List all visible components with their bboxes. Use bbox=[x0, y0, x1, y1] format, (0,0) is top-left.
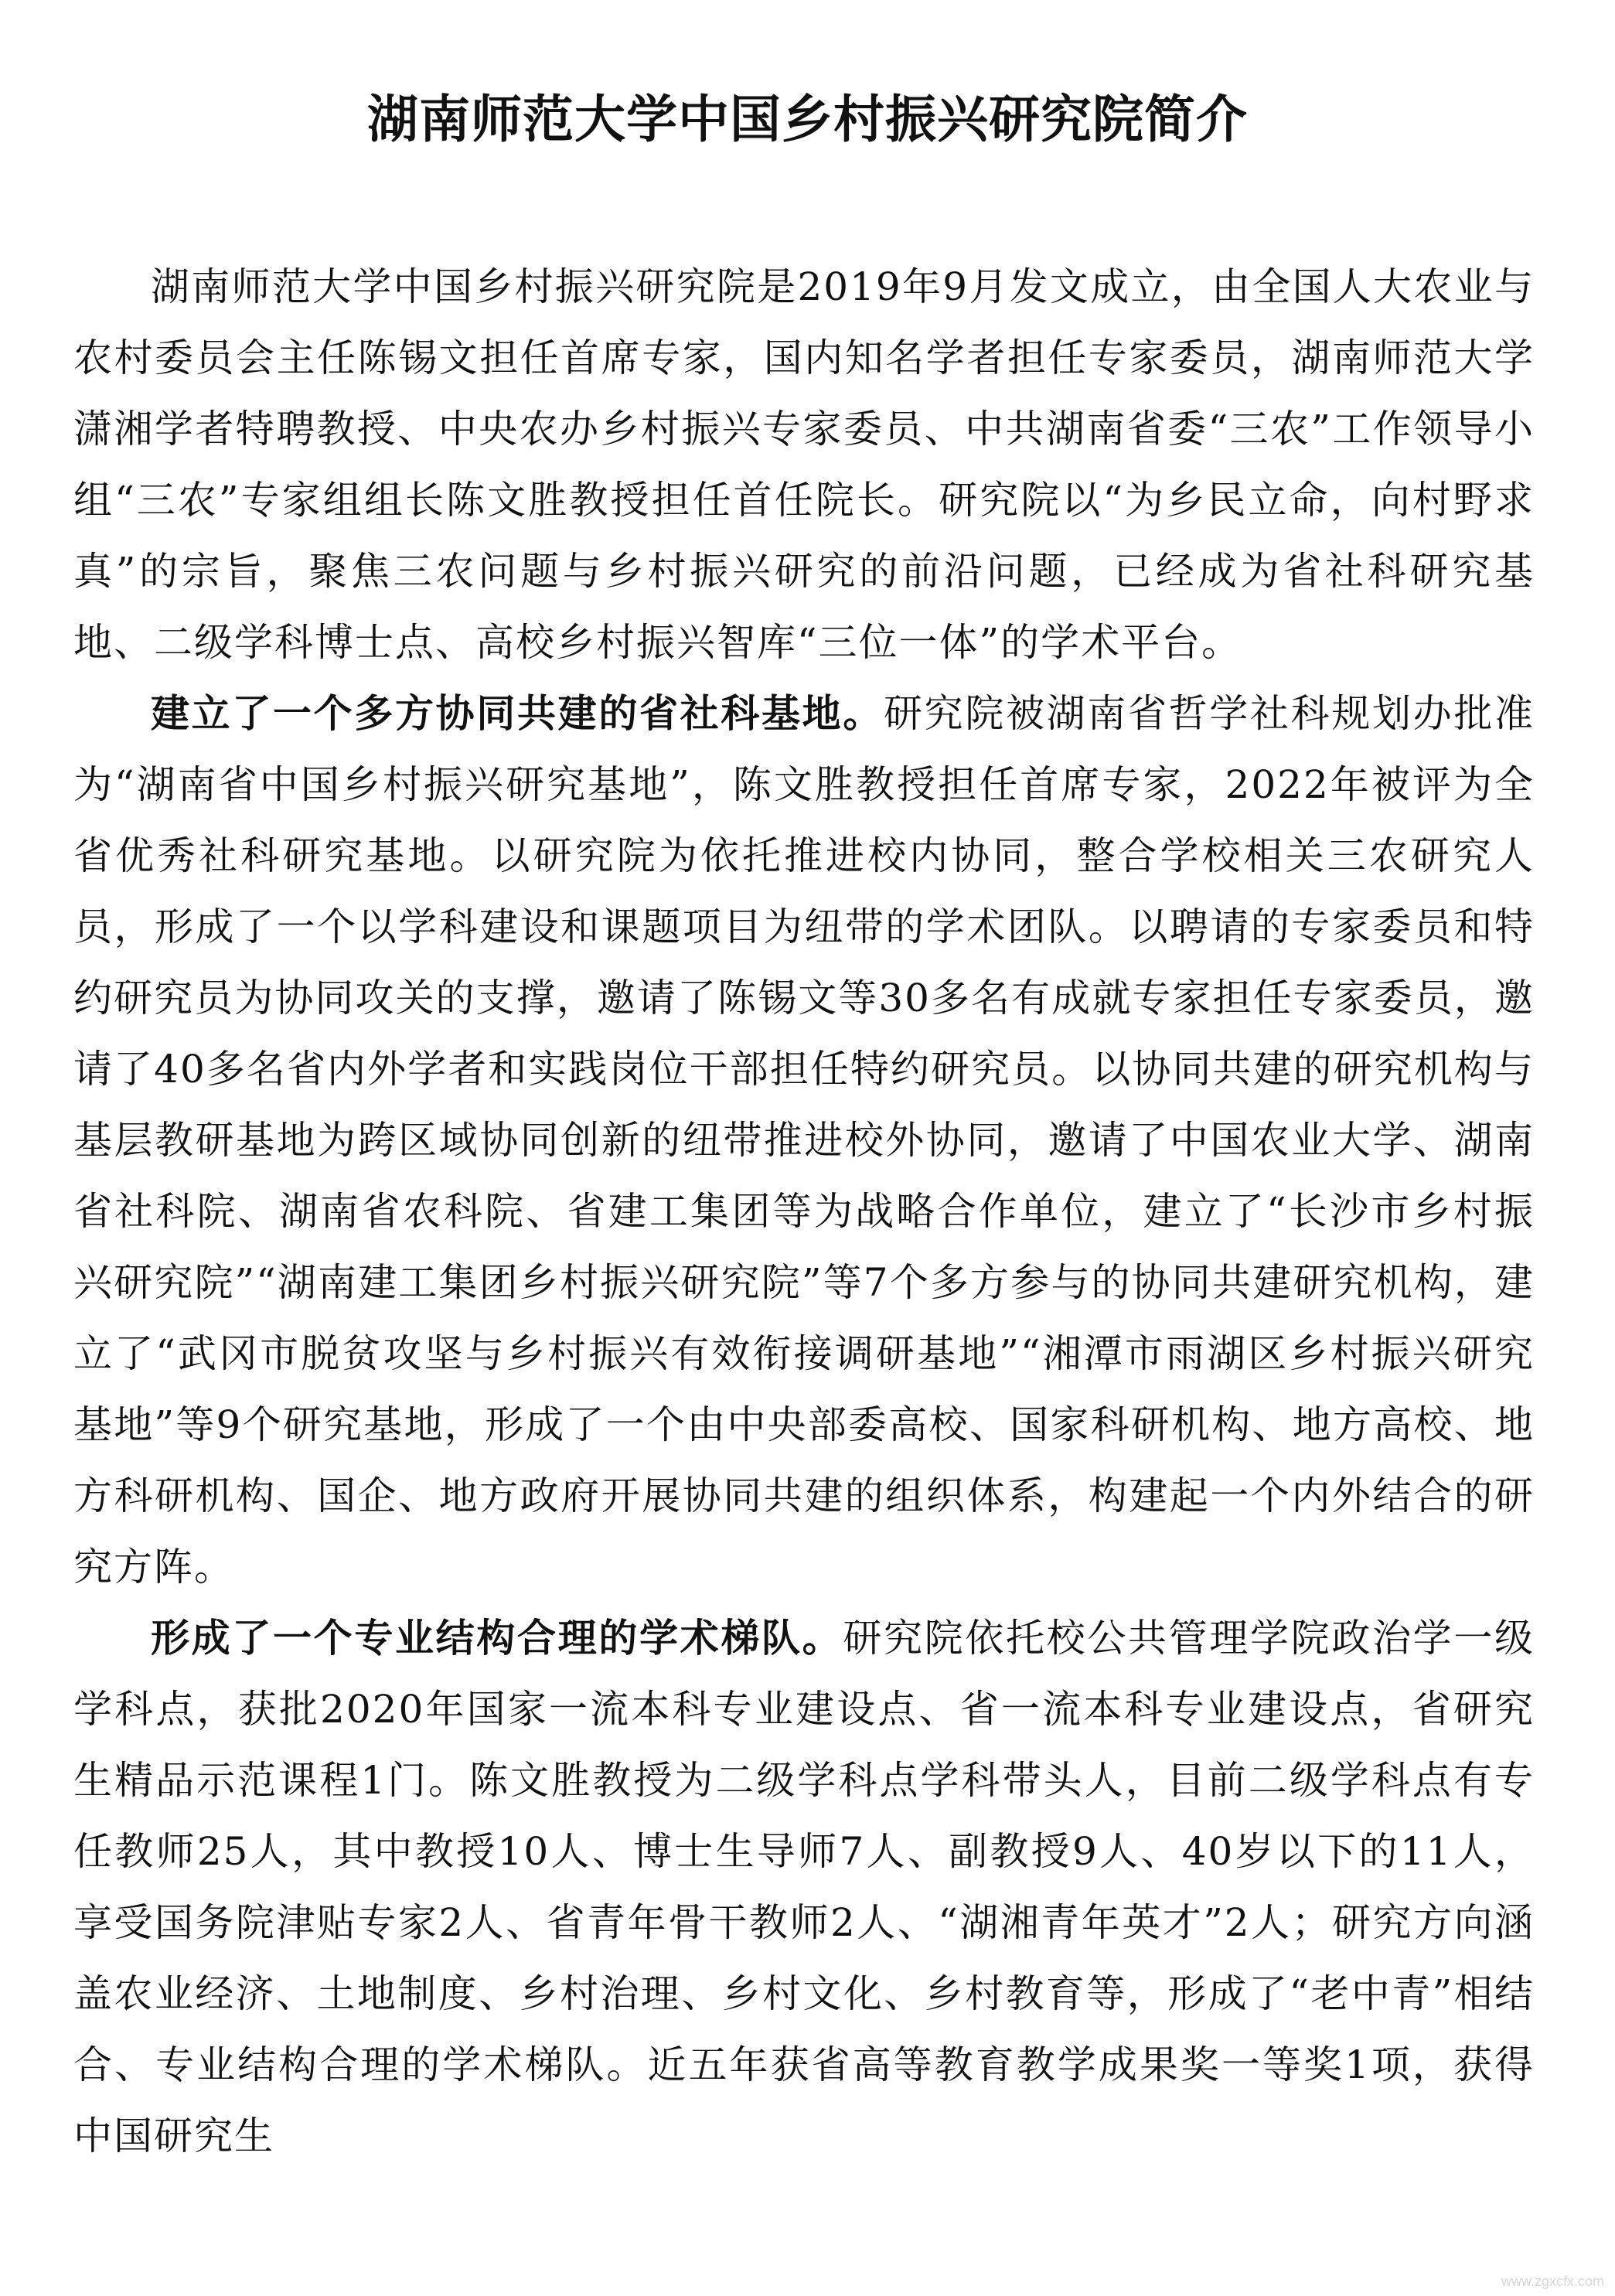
paragraph-academic-team bbox=[73, 1603, 1535, 2172]
document-title: 湖南师范大学中国乡村振兴研究院简介 bbox=[367, 90, 1248, 149]
paragraph-research-base-text: 研究院被湖南省哲学社科规划办批准为“湖南省中国乡村振兴研究基地”，陈文胜教授担任首席专家，2022年被评为全省优秀社科研究基地。以研究院为依托推进校内协同，整合学校相关三农研究人员，形成了一个以学科建设和课题项目为纽带的学术团队。以聘请的专家委员和特约研究员为协同攻关的支撑，邀请了陈锡文等30多名有成就专家担任专家委员，邀请了40多名省内外学者和实践岗位干部担任特约研究员。以协同共建的研究机构与基层教研基地为跨区域协同创新的纽带推进校外协同，邀请了中国农业大学、湖南省社科院、湖南省农科院、省建工集团等为战略合作单位，建立了“长沙市乡村振兴研究院”“湖南建工集团乡村振兴研究院”等7个多方参与的协同共建研究机构，建立了“武冈市脱贫攻坚与乡村振兴有效衔接调研基地”“湘潭市雨湖区乡村振兴研究基地”等9个研究基地，形成了一个由中央部委高校、国家科研机构、地方高校、地方科研机构、国企、地方政府开展协同共建的组织体系，构建起一个内外结合的研究方阵。 bbox=[73, 691, 1535, 1589]
paragraph-intro-text: 湖南师范大学中国乡村振兴研究院是2019年9月发文成立，由全国人大农业与农村委员会主任陈锡文担任首席专家，国内知名学者担任专家委员，湖南师范大学潇湘学者特聘教授、中央农办乡村振兴专家委员、中共湖南省委“三农”工作领导小组“三农”专家组组长陈文胜教授担任首任院长。研究院以“为乡民立命，向村野求真”的宗旨，聚焦三农问题与乡村振兴研究的前沿问题，已经成为省社科研究基地、二级学科博士点、高校乡村振兴智库“三位一体”的学术平台。 bbox=[73, 264, 1535, 665]
document-body bbox=[73, 251, 1535, 2172]
site-watermark: www.zgxcfx.com bbox=[1501, 2274, 1604, 2289]
paragraph-academic-team-heading: 形成了一个专业结构合理的学术梯队。 bbox=[151, 1616, 843, 1661]
paragraph-intro bbox=[73, 251, 1535, 678]
paragraph-research-base bbox=[73, 678, 1535, 1603]
paragraph-research-base-heading: 建立了一个多方协同共建的省社科基地。 bbox=[151, 691, 884, 736]
paragraph-academic-team-text: 研究院依托校公共管理学院政治学一级学科点，获批2020年国家一流本科专业建设点、省一流本科专业建设点，省研究生精品示范课程1门。陈文胜教授为二级学科点学科带头人，目前二级学科点有专任教师25人，其中教授10人、博士生导师7人、副教授9人、40岁以下的11人，享受国务院津贴专家2人、省青年骨干教师2人、“湖湘青年英才”2人；研究方向涵盖农业经济、土地制度、乡村治理、乡村文化、乡村教育等，形成了“老中青”相结合、专业结构合理的学术梯队。近五年获省高等教育教学成果奖一等奖1项，获得中国研究生 bbox=[73, 1616, 1535, 2158]
